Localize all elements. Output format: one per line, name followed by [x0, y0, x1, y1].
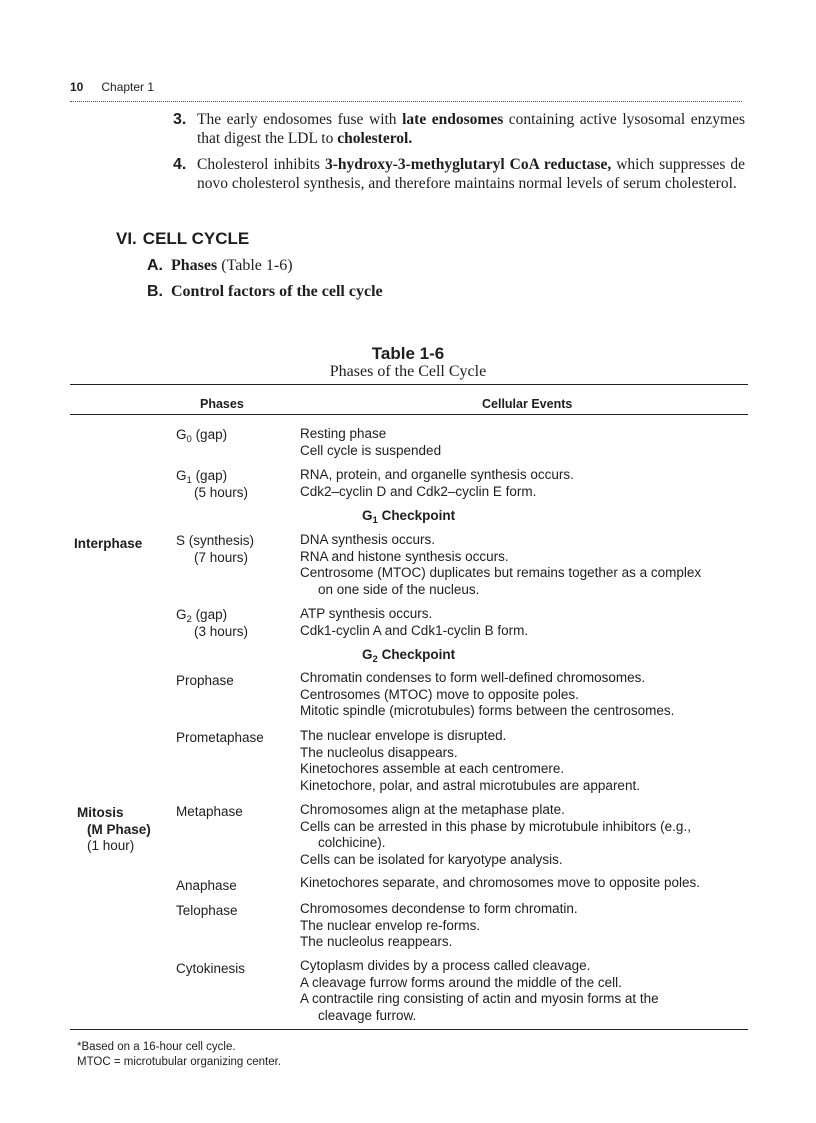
chapter-label: Chapter 1 [101, 80, 155, 94]
item-text: Cholesterol inhibits 3-hydroxy-3-methyglutaryl CoA reductase, which suppresses de novo cholesterol synthesis, and therefore maintains normal levels of serum cholesterol. [197, 156, 746, 192]
phase-s: S (synthesis) (7 hours) [176, 533, 255, 565]
g2-checkpoint: $G_2$ Checkpoint [362, 647, 456, 665]
item-number: 4. [173, 156, 187, 173]
subsection-b: B. Control factors of the cell cycle [147, 283, 383, 300]
events-cytokinesis: Cytoplasm divides by a process called cleavage. A cleavage furrow forms around the middle of the cell. A contractile ring consisting of actin and myosin forms at the cleavage furrow. [300, 958, 659, 1023]
phase-anaphase: Anaphase [176, 878, 237, 893]
events-s: DNA synthesis occurs. RNA and histone synthesis occurs. Centrosome (MTOC) duplicates but remains together as a complex on one side of the nucleus. [300, 532, 702, 597]
section-title: CELL CYCLE [142, 229, 250, 248]
item-number: 3. [173, 111, 187, 128]
page-header [70, 80, 154, 94]
events-g1: RNA, protein, and organelle synthesis occurs. Cdk2–cyclin D and Cdk2–cyclin E form. [300, 467, 574, 499]
footnote-basis: *Based on a 16-hour cell cycle. [77, 1041, 236, 1053]
section-heading [116, 229, 249, 249]
table-bottom-rule [70, 1029, 748, 1030]
page-number: 10 [70, 80, 84, 94]
table-title: Table 1-6 [371, 344, 445, 363]
section-numeral: VI. [116, 229, 137, 248]
phase-g0: $G_0$ (gap) [176, 427, 228, 445]
table-header-rule [70, 414, 748, 415]
group-label-mitosis: Mitosis (M Phase) (1 hour) [77, 805, 151, 853]
column-header-events: Cellular Events [482, 397, 573, 411]
events-prophase: Chromatin condenses to form well-defined chromosomes. Centrosomes (MTOC) move to opposite poles. Mitotic spindle (microtubules) forms between the centrosomes. [300, 670, 675, 718]
item-text: The early endosomes fuse with late endosomes containing active lysosomal enzymes that digest the LDL to cholesterol. [197, 111, 745, 147]
subsection-a: A. Phases (Table 1-6) [147, 257, 293, 274]
events-telophase: Chromosomes decondense to form chromatin. The nuclear envelop re-forms. The nucleolus reappears. [300, 901, 578, 949]
table-top-rule [70, 384, 748, 385]
footnote-mtoc: MTOC = microtubular organizing center. [77, 1056, 282, 1068]
phase-g2: $G_2$ (gap) (3 hours) [176, 607, 249, 639]
phase-prometaphase: Prometaphase [176, 730, 264, 745]
g1-checkpoint: $G_1$ Checkpoint [362, 508, 456, 526]
phase-prophase: Prophase [176, 673, 234, 688]
events-anaphase: Kinetochores separate, and chromosomes move to opposite poles. [300, 875, 700, 890]
column-header-phases: Phases [200, 397, 244, 411]
group-label-interphase: Interphase [74, 536, 143, 551]
list-item-3 [173, 110, 745, 148]
events-prometaphase: The nuclear envelope is disrupted. The nucleolus disappears. Kinetochores assemble at each centromere. Kinetochore, polar, and astral microtubules are apparent. [300, 728, 640, 793]
header-divider [70, 101, 742, 102]
phase-telophase: Telophase [176, 903, 238, 918]
events-g0: Resting phase Cell cycle is suspended [300, 426, 442, 458]
phase-g1: $G_1$ (gap) (5 hours) [176, 468, 249, 500]
list-item-4 [173, 155, 745, 193]
table-subtitle: Phases of the Cell Cycle [329, 363, 487, 380]
table-footnotes [77, 1040, 281, 1070]
phase-cytokinesis: Cytokinesis [176, 961, 246, 976]
events-metaphase: Chromosomes align at the metaphase plate. Cells can be arrested in this phase by microtubule inhibitors (e.g., colchicine). Cells can be isolated for karyotype analysis. [300, 802, 691, 867]
phase-metaphase: Metaphase [176, 804, 243, 819]
events-g2: ATP synthesis occurs. Cdk1-cyclin A and Cdk1-cyclin B form. [300, 606, 529, 638]
